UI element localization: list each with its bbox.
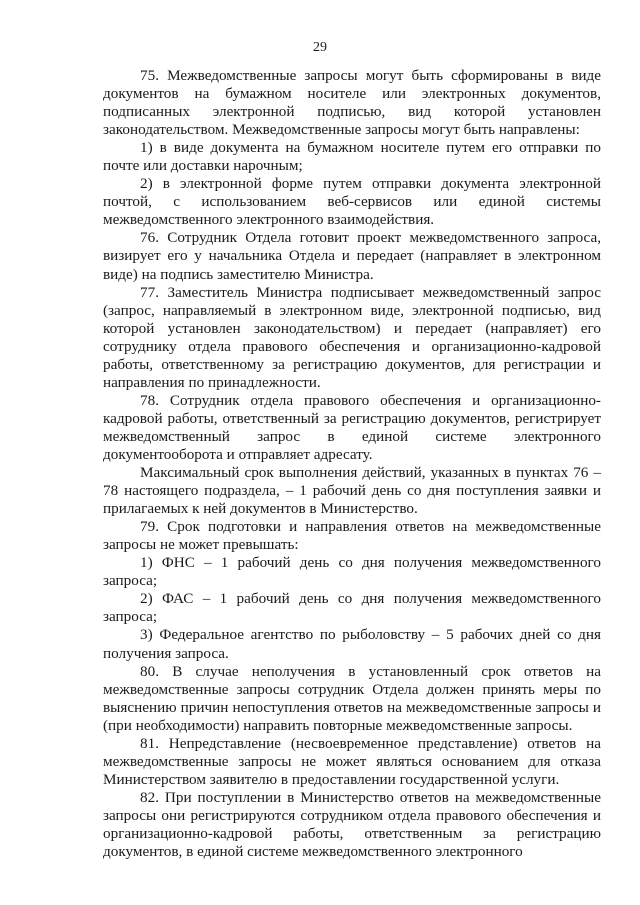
paragraph-81: 81. Непредставление (несвоевременное представление) ответов на межведомственные запросы не может являться основанием для отказа Министерством заявителю в предоставлении государственной услуги. xyxy=(103,734,601,788)
paragraph-80: 80. В случае неполучения в установленный срок ответов на межведомственные запросы сотрудник Отдела должен принять меры по выяснению причин непоступления ответов на межведомственные запросы и (при необходимости) направить повторные межведомственные запросы. xyxy=(103,662,601,734)
paragraph-78: 78. Сотрудник отдела правового обеспечения и организационно-кадровой работы, ответственный за регистрацию документов, регистрирует межведомственный запрос в единой системе электронного документооборота и отправляет адресату. xyxy=(103,391,601,463)
paragraph-75: 75. Межведомственные запросы могут быть сформированы в виде документов на бумажном носителе или электронных документов, подписанных электронной подписью, вид которой установлен законодательством. Межведомственные запросы могут быть направлены: xyxy=(103,67,601,139)
paragraph-max-term: Максимальный срок выполнения действий, указанных в пунктах 76 – 78 настоящего подраздела, – 1 рабочий день со дня поступления заявки и прилагаемых к ней документов в Министерство. xyxy=(103,464,601,518)
paragraph-79-item-1: 1) ФНС – 1 рабочий день со дня получения межведомственного запроса; xyxy=(103,554,601,590)
document-body xyxy=(103,67,601,861)
paragraph-82: 82. При поступлении в Министерство ответов на межведомственные запросы они регистрируются сотрудником отдела правового обеспечения и организационно-кадровой работы, ответственным за регистрацию документов, в единой системе межведомственного электронного xyxy=(103,788,601,861)
paragraph-79-item-3: 3) Федеральное агентство по рыболовству – 5 рабочих дней со дня получения запроса. xyxy=(103,626,601,662)
paragraph-76: 76. Сотрудник Отдела готовит проект межведомственного запроса, визирует его у начальника Отдела и передает (направляет в электронном виде) на подпись заместителю Министра. xyxy=(103,229,601,283)
paragraph-75-item-2: 2) в электронной форме путем отправки документа электронной почтой, с использованием веб-сервисов или единой системы межведомственного электронного взаимодействия. xyxy=(103,175,601,229)
paragraph-77: 77. Заместитель Министра подписывает межведомственный запрос (запрос, направляемый в электронном виде, электронной подписью, вид которой установлен законодательством) и передает (направляет) его сотруднику отдела правового обеспечения и организационно-кадровой работы, ответственному за регистрацию документов, для регистрации и направления по принадлежности. xyxy=(103,283,601,391)
page-number: 29 xyxy=(313,40,327,55)
paragraph-79-item-2: 2) ФАС – 1 рабочий день со дня получения межведомственного запроса; xyxy=(103,590,601,626)
paragraph-75-item-1: 1) в виде документа на бумажном носителе путем его отправки по почте или доставки нарочным; xyxy=(103,139,601,175)
paragraph-79: 79. Срок подготовки и направления ответов на межведомственные запросы не может превышать: xyxy=(103,518,601,554)
